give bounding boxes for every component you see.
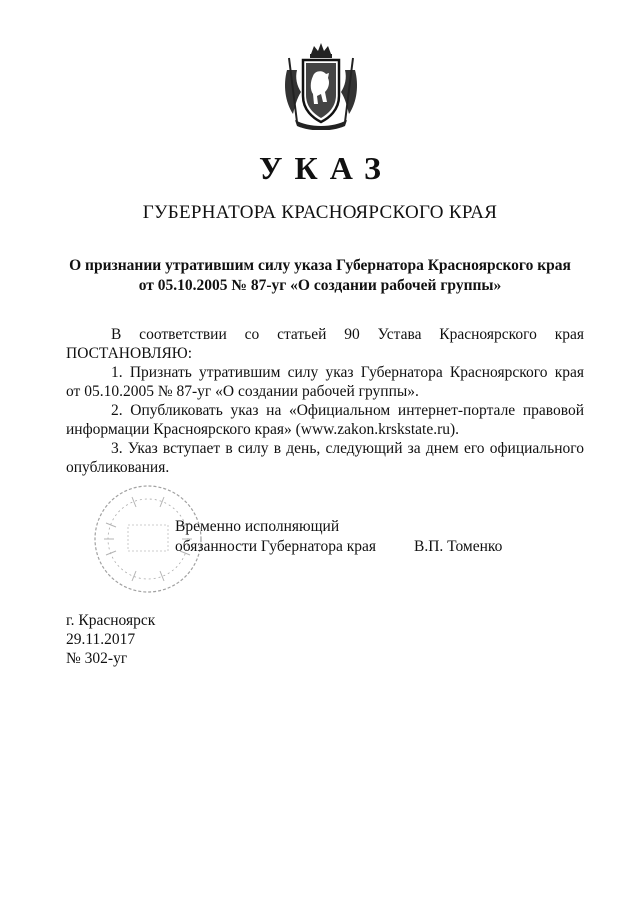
position-line-2: обязанности Губернатора края [175, 538, 377, 555]
intro-line-1: В соответствии со статьей 90 Устава Красноярского края [111, 326, 584, 343]
issuer-title: ГУБЕРНАТОРА КРАСНОЯРСКОГО КРАЯ [142, 202, 498, 223]
subject-line-1: О признании утратившим силу указа Губернатора Красноярского края [69, 257, 571, 274]
item-2-line-2: информации Красноярского края» (www.zakon.krskstate.ru). [66, 421, 460, 438]
item-1-line-1: 1. Признать утратившим силу указ Губернатора Красноярского края [111, 364, 584, 381]
item-2-line-1: 2. Опубликовать указ на «Официальном интернет-портале правовой [111, 402, 584, 419]
signatory-position [175, 517, 376, 557]
document-type-title: УКАЗ [259, 150, 393, 186]
subject-line-2: от 05.10.2005 № 87-уг «О создании рабочей группы» [138, 277, 502, 294]
intro-line-2: ПОСТАНОВЛЯЮ: [66, 345, 193, 362]
footer-city: г. Красноярск [66, 612, 156, 629]
document-footer [66, 611, 155, 668]
item-1-line-2: от 05.10.2005 № 87-уг «О создании рабочей группы». [66, 383, 419, 400]
footer-number: № 302-уг [66, 650, 128, 667]
decree-subject [0, 256, 640, 296]
item-3-line-1: 3. Указ вступает в силу в день, следующий за днем его официального [111, 440, 584, 457]
position-line-1: Временно исполняющий [175, 518, 340, 535]
decree-body [66, 325, 584, 477]
item-3-line-2: опубликования. [66, 459, 170, 476]
coat-of-arms-emblem [281, 40, 361, 130]
footer-date: 29.11.2017 [66, 631, 136, 648]
signatory-name: В.П. Томенко [414, 538, 503, 555]
